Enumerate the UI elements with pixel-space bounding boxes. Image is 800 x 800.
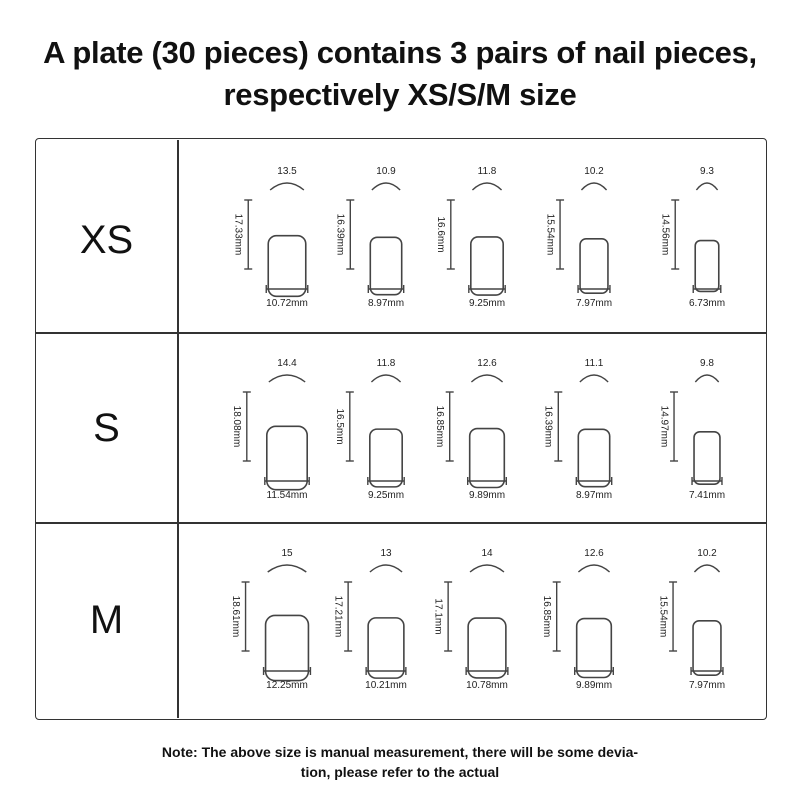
curve-arc-m-2 [370, 565, 402, 572]
curve-label-xs-2: 10.9 [376, 166, 396, 177]
nail-outline-s-1 [267, 426, 307, 489]
height-label-s-4: 16.39mm [542, 405, 554, 448]
curve-arc-xs-2 [372, 183, 400, 190]
curve-label-m-1: 15 [281, 548, 293, 559]
nail-outline-s-5 [694, 432, 720, 484]
curve-label-s-1: 14.4 [277, 358, 297, 369]
note-line-1: Note: The above size is manual measurement, there will be some devia- [161, 744, 639, 760]
width-label-m-4: 9.89mm [575, 680, 613, 691]
height-label-s-3: 16.85mm [434, 405, 446, 448]
curve-arc-m-1 [268, 565, 307, 572]
size-label-m: M [89, 598, 124, 642]
curve-label-s-2: 11.8 [376, 358, 396, 369]
curve-label-s-5: 9.8 [700, 358, 714, 369]
curve-arc-m-3 [470, 565, 504, 572]
curve-label-s-4: 11.1 [584, 358, 604, 369]
height-label-m-3: 17.1mm [432, 598, 444, 635]
nail-outline-m-5 [693, 621, 721, 675]
height-label-m-4: 16.85mm [541, 595, 553, 638]
curve-label-m-2: 13 [380, 548, 392, 559]
curve-arc-s-1 [269, 375, 305, 382]
curve-arc-xs-5 [696, 183, 717, 190]
height-label-s-2: 16.5mm [334, 408, 346, 445]
height-label-s-1: 18.08mm [231, 405, 243, 448]
nail-outline-s-2 [370, 429, 402, 487]
width-label-s-5: 7.41mm [688, 490, 726, 501]
height-label-xs-4: 15.54mm [544, 213, 556, 256]
curve-arc-s-5 [695, 375, 718, 382]
width-label-s-3: 9.89mm [468, 490, 506, 501]
note-line-2: tion, please refer to the actual [300, 764, 500, 780]
curve-label-xs-1: 13.5 [277, 166, 297, 177]
size-label-xs: XS [79, 218, 134, 262]
nail-outline-m-2 [368, 618, 404, 678]
nail-outline-xs-1 [268, 236, 306, 297]
height-label-m-2: 17.21mm [332, 595, 344, 638]
curve-arc-m-4 [578, 565, 609, 572]
curve-label-m-4: 12.6 [584, 548, 604, 559]
width-label-xs-2: 8.97mm [367, 298, 405, 309]
width-label-xs-1: 10.72mm [266, 298, 308, 309]
height-label-m-5: 15.54mm [657, 595, 669, 638]
nail-outline-s-3 [470, 429, 505, 488]
curve-arc-s-4 [580, 375, 608, 382]
width-label-s-1: 11.54mm [266, 490, 308, 501]
curve-arc-m-5 [694, 565, 719, 572]
width-label-xs-3: 9.25mm [468, 298, 506, 309]
nail-outline-s-4 [578, 429, 609, 486]
nail-outline-xs-4 [580, 239, 608, 293]
height-label-xs-2: 16.39mm [334, 213, 346, 256]
width-label-m-3: 10.78mm [466, 680, 508, 691]
height-label-xs-1: 17.33mm [232, 213, 244, 256]
height-label-m-1: 18.61mm [229, 595, 241, 638]
curve-label-xs-4: 10.2 [584, 166, 604, 177]
height-label-xs-3: 16.6mm [435, 216, 447, 253]
nail-outline-xs-3 [471, 237, 503, 295]
size-label-s: S [93, 406, 120, 450]
curve-label-xs-5: 9.3 [700, 166, 714, 177]
curve-arc-xs-3 [472, 183, 501, 190]
curve-label-m-5: 10.2 [697, 548, 717, 559]
height-label-xs-5: 14.56mm [659, 213, 671, 256]
title-line-1: A plate (30 pieces) contains 3 pairs of nail pieces, [43, 35, 757, 70]
nail-outline-xs-5 [695, 241, 719, 292]
nail-outline-m-4 [577, 619, 612, 678]
curve-arc-s-2 [371, 375, 400, 382]
nail-outline-xs-2 [370, 237, 401, 294]
curve-label-xs-3: 11.8 [477, 166, 497, 177]
width-label-s-4: 8.97mm [575, 490, 613, 501]
title-line-2: respectively XS/S/M size [223, 77, 577, 112]
curve-arc-xs-4 [581, 183, 606, 190]
width-label-s-2: 9.25mm [367, 490, 405, 501]
curve-label-s-3: 12.6 [477, 358, 497, 369]
nail-outline-m-3 [468, 618, 506, 678]
curve-label-m-3: 14 [481, 548, 493, 559]
curve-arc-s-3 [471, 375, 502, 382]
width-label-m-5: 7.97mm [688, 680, 726, 691]
width-label-xs-5: 6.73mm [688, 298, 726, 309]
width-label-m-1: 12.25mm [266, 680, 308, 691]
curve-arc-xs-1 [270, 183, 304, 190]
width-label-m-2: 10.21mm [365, 680, 407, 691]
height-label-s-5: 14.97mm [658, 405, 670, 448]
measurement-note [0, 742, 800, 782]
width-label-xs-4: 7.97mm [575, 298, 613, 309]
